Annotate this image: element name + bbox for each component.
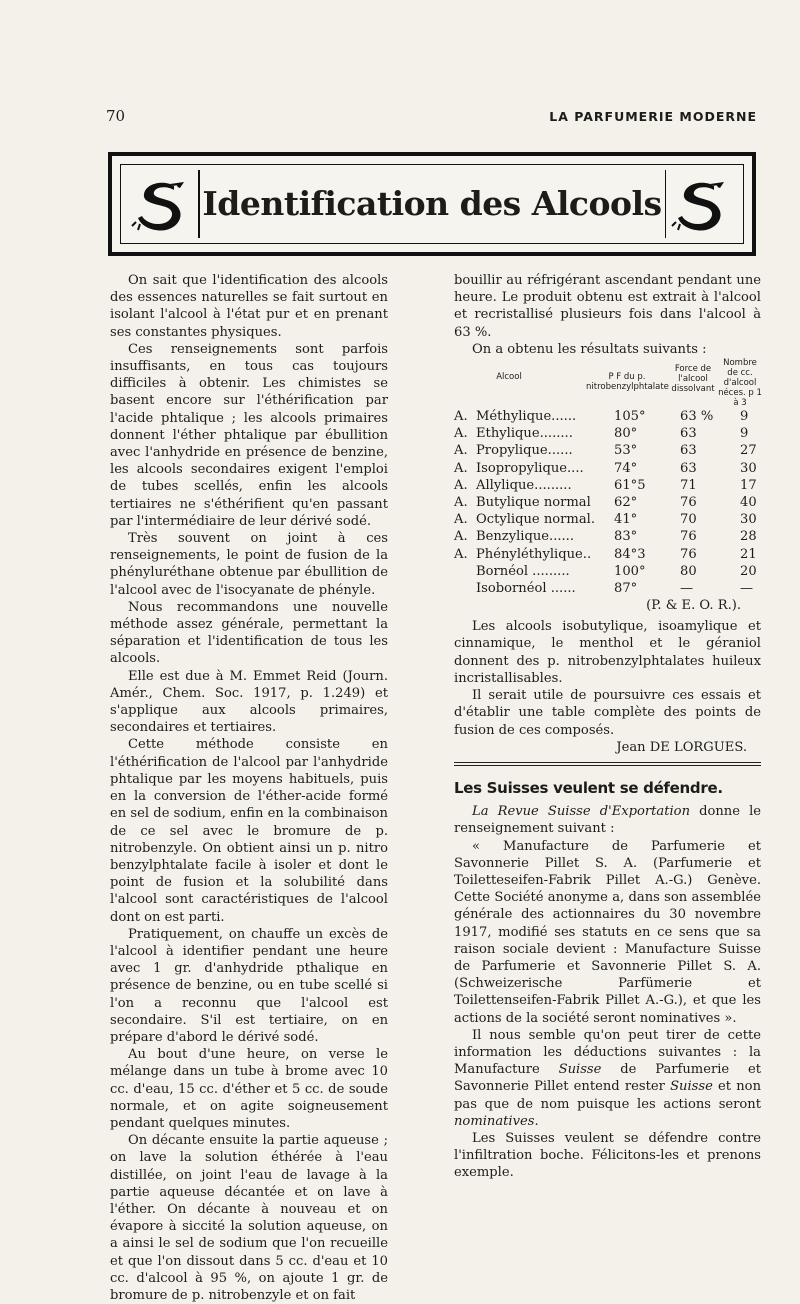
paragraph: Les alcools isobutylique, isoamylique et cinnamique, le menthol et le géraniol donnent des p. nitrobenzylphtalates huileux incristallisables. bbox=[454, 619, 761, 686]
table-row bbox=[454, 477, 761, 494]
paragraph: Ces renseignements sont parfois insuffisants, en tous cas toujours difficiles à obtenir. Les chimistes se basent encore sur l'éthérification par l'acide phtalique ; les alcools primaires donnent l'éther phtalique par ébullition avec l'anhydride en présence de benzine, les alcools secondaires exigent l'emploi de tubes scellés, enfin les alcools tertiaires ne s'éthérifient qu'en passant par l'intermédiaire de leur dérivé sodé. bbox=[110, 341, 388, 529]
alcohol-strength: 80 bbox=[680, 563, 697, 579]
paragraph bbox=[454, 1027, 761, 1130]
alcohol-strength: 63 bbox=[680, 460, 697, 476]
melting-point: 61°5 bbox=[614, 477, 646, 493]
results-table bbox=[454, 408, 761, 597]
serpent-ornament-icon bbox=[130, 178, 194, 234]
text: donne le renseignement suivant : bbox=[454, 804, 761, 837]
melting-point: 62° bbox=[614, 494, 638, 510]
table-row bbox=[454, 408, 761, 425]
paragraph: On sait que l'identification des alcools des essences naturelles se fait surtout en isolant l'alcool à l'état pur et en prenant ses constantes physiques. bbox=[110, 273, 388, 340]
melting-point: 105° bbox=[614, 409, 646, 425]
paragraph: bouillir au réfrigérant ascendant pendant une heure. Le produit obtenu est extrait à l'alcool et recristallisé plusieurs fois dans l'alcool à 63 %. bbox=[454, 273, 761, 340]
col-header-pf: P F du p. nitrobenzylphtalate bbox=[586, 372, 669, 393]
col-header-nombre: Nombre de cc. d'alcool néces. p 1 à 3 bbox=[718, 358, 762, 409]
melting-point: 41° bbox=[614, 512, 638, 528]
table-row bbox=[454, 528, 761, 545]
emphasis: Suisse bbox=[670, 1079, 713, 1095]
table-header bbox=[454, 358, 761, 408]
row-prefix: A. bbox=[454, 443, 468, 459]
table-row bbox=[454, 563, 761, 580]
alcohol-name: Allylique......... bbox=[476, 477, 572, 493]
alcohol-name: Isopropylique.... bbox=[476, 460, 584, 476]
row-prefix: A. bbox=[454, 529, 468, 545]
running-title: LA PARFUMERIE MODERNE bbox=[549, 109, 757, 124]
row-prefix: A. bbox=[454, 512, 468, 528]
row-prefix: A. bbox=[454, 546, 468, 562]
alcohol-volume: 9 bbox=[740, 409, 749, 425]
alcohol-name: Méthylique...... bbox=[476, 409, 577, 425]
emphasis: nominatives. bbox=[454, 1113, 539, 1129]
melting-point: 84°3 bbox=[614, 546, 646, 562]
left-column bbox=[110, 272, 388, 1304]
alcohol-strength: 71 bbox=[680, 477, 697, 493]
table-row bbox=[454, 494, 761, 511]
alcohol-strength: 63 % bbox=[680, 409, 714, 425]
alcohol-volume: 20 bbox=[740, 563, 757, 579]
melting-point: 83° bbox=[614, 529, 638, 545]
alcohol-name: Benzylique...... bbox=[476, 529, 575, 545]
article-title: Identification des Alcools bbox=[202, 184, 662, 223]
alcohol-name: Isobornéol ...... bbox=[476, 580, 576, 596]
melting-point: 74° bbox=[614, 460, 638, 476]
alcohol-volume: 27 bbox=[740, 443, 757, 459]
alcohol-volume: 21 bbox=[740, 546, 757, 562]
alcohol-strength: 63 bbox=[680, 426, 697, 442]
melting-point: 100° bbox=[614, 563, 646, 579]
paragraph: Il serait utile de poursuivre ces essais et d'établir une table complète des points de fusion de ces composés. bbox=[454, 688, 761, 738]
title-banner bbox=[108, 152, 756, 256]
row-prefix: A. bbox=[454, 409, 468, 425]
alcohol-strength: 76 bbox=[680, 546, 697, 562]
alcohol-strength: 63 bbox=[680, 443, 697, 459]
row-prefix: A. bbox=[454, 477, 468, 493]
serpent-ornament-icon bbox=[670, 178, 734, 234]
text: Il nous semble qu'on peut tirer de cette information les déductions suivantes : la Manufacture bbox=[454, 1027, 761, 1078]
divider bbox=[454, 765, 761, 766]
journal-title: La Revue Suisse d'Exportation bbox=[472, 804, 691, 820]
text: et non pas que de nom puisque les actions seront bbox=[454, 1079, 762, 1112]
alcohol-volume: — bbox=[740, 580, 754, 596]
paragraph: On a obtenu les résultats suivants : bbox=[472, 341, 707, 357]
paragraph: On décante ensuite la partie aqueuse ; on lave la solution éthérée à l'eau distillée, on joint l'eau de lavage à la partie aqueuse décantée et on lave à l'éther. On décante à nouveau et on évapore à siccité la solution aqueuse, on a ainsi le sel de sodium que l'on recueille et que l'on dissout dans 5 cc. d'eau et 10 cc. d'alcool à 95 %, on ajoute 1 gr. de bromure de p. nitrobenzyle et on fait bbox=[110, 1133, 388, 1303]
table-row bbox=[454, 460, 761, 477]
paragraph: Pratiquement, on chauffe un excès de l'alcool à identifier pendant une heure avec 1 gr. d'anhydride pthalique en présence de benzine, ou en tube scellé si l'on a reconnu que l'alcool est secondaire. S'il est tertiaire, on en prépare d'abord le dérivé sodé. bbox=[110, 926, 388, 1045]
table-credit: (P. & E. O. R.). bbox=[646, 598, 741, 614]
paragraph: Cette méthode consiste en l'éthérification de l'alcool par l'anhydride phtalique par les moyens habituels, puis en la conversion de l'éther-acide formé en sel de sodium, enfin en la combinaison de ce sel avec le bromure de p. nitrobenzyle. On obtient ainsi un p. nitro benzylphtalate facile à isoler et dont le point de fusion et la solubilité dans l'alcool sont caractéristiques de l'alcool dont on est parti. bbox=[110, 737, 388, 925]
paragraph: Très souvent on joint à ces renseignements, le point de fusion de la phényluréthane obtenue par ébullition de l'alcool avec de l'isocyanate de phényle. bbox=[110, 531, 388, 598]
paragraph bbox=[454, 803, 761, 837]
alcohol-volume: 17 bbox=[740, 477, 757, 493]
paragraph: Au bout d'une heure, on verse le mélange dans un tube à brome avec 10 cc. d'eau, 15 cc. d'éther et 5 cc. de soude normale, et on agite soigneusement pendant quelques minutes. bbox=[110, 1047, 388, 1131]
alcohol-strength: — bbox=[680, 580, 694, 596]
alcohol-name: Bornéol ......... bbox=[476, 563, 570, 579]
melting-point: 87° bbox=[614, 580, 638, 596]
melting-point: 53° bbox=[614, 443, 638, 459]
alcohol-name: Phényléthylique.. bbox=[476, 546, 592, 562]
table-row bbox=[454, 425, 761, 442]
row-prefix: A. bbox=[454, 494, 468, 510]
alcohol-volume: 9 bbox=[740, 426, 749, 442]
alcohol-volume: 40 bbox=[740, 494, 757, 510]
text: de Parfumerie et Savonnerie Pillet entend rester bbox=[454, 1062, 761, 1095]
alcohol-strength: 76 bbox=[680, 529, 697, 545]
alcohol-volume: 30 bbox=[740, 460, 757, 476]
paragraph: Nous recommandons une nouvelle méthode assez générale, permettant la séparation et l'identification de tous les alcools. bbox=[110, 599, 388, 667]
alcohol-name: Ethylique........ bbox=[476, 426, 573, 442]
section-heading: Les Suisses veulent se défendre. bbox=[454, 778, 723, 797]
row-prefix: A. bbox=[454, 426, 468, 442]
table-row bbox=[454, 546, 761, 563]
page-number: 70 bbox=[106, 107, 126, 125]
col-header-force: Force de l'alcool dissolvant bbox=[671, 364, 715, 395]
signature: Jean DE LORGUES. bbox=[616, 739, 747, 755]
col-header-alcool: Alcool bbox=[496, 372, 522, 383]
paragraph: Elle est due à M. Emmet Reid (Journ. Amér., Chem. Soc. 1917, p. 1.249) et s'applique aux alcools primaires, secondaires et tertiaires. bbox=[110, 668, 388, 736]
paragraph: « Manufacture de Parfumerie et Savonnerie Pillet S. A. (Parfumerie et Toiletteseifen-Fabrik Pillet A.-G.) Genève. Cette Société anonyme a, dans son assemblée générale des actionnaires du 30 novembre 1917, modifié ses statuts en ce sens que sa raison sociale devient : Manufacture Suisse de Parfumerie et Savonnerie Pillet S. A. (Schweizerische Parfümerie et Toilettenseifen-Fabrik Pillet A.-G.), et que les actions de la société seront nominatives ». bbox=[454, 838, 761, 1026]
table-row bbox=[454, 511, 761, 528]
alcohol-volume: 30 bbox=[740, 512, 757, 528]
alcohol-strength: 76 bbox=[680, 494, 697, 510]
banner-divider-left bbox=[198, 170, 200, 238]
table-row bbox=[454, 580, 761, 597]
emphasis: Suisse bbox=[558, 1062, 602, 1078]
alcohol-volume: 28 bbox=[740, 529, 757, 545]
row-prefix: A. bbox=[454, 460, 468, 476]
divider bbox=[454, 762, 761, 763]
banner-divider-right bbox=[665, 170, 667, 238]
alcohol-strength: 70 bbox=[680, 512, 697, 528]
alcohol-name: Propylique...... bbox=[476, 443, 573, 459]
alcohol-name: Octylique normal. bbox=[476, 512, 595, 528]
right-column bbox=[454, 272, 761, 1182]
alcohol-name: Butylique normal bbox=[476, 494, 591, 510]
table-row bbox=[454, 442, 761, 459]
melting-point: 80° bbox=[614, 426, 638, 442]
paragraph: Les Suisses veulent se défendre contre l'infiltration boche. Félicitons-les et prenons exemple. bbox=[454, 1130, 761, 1181]
